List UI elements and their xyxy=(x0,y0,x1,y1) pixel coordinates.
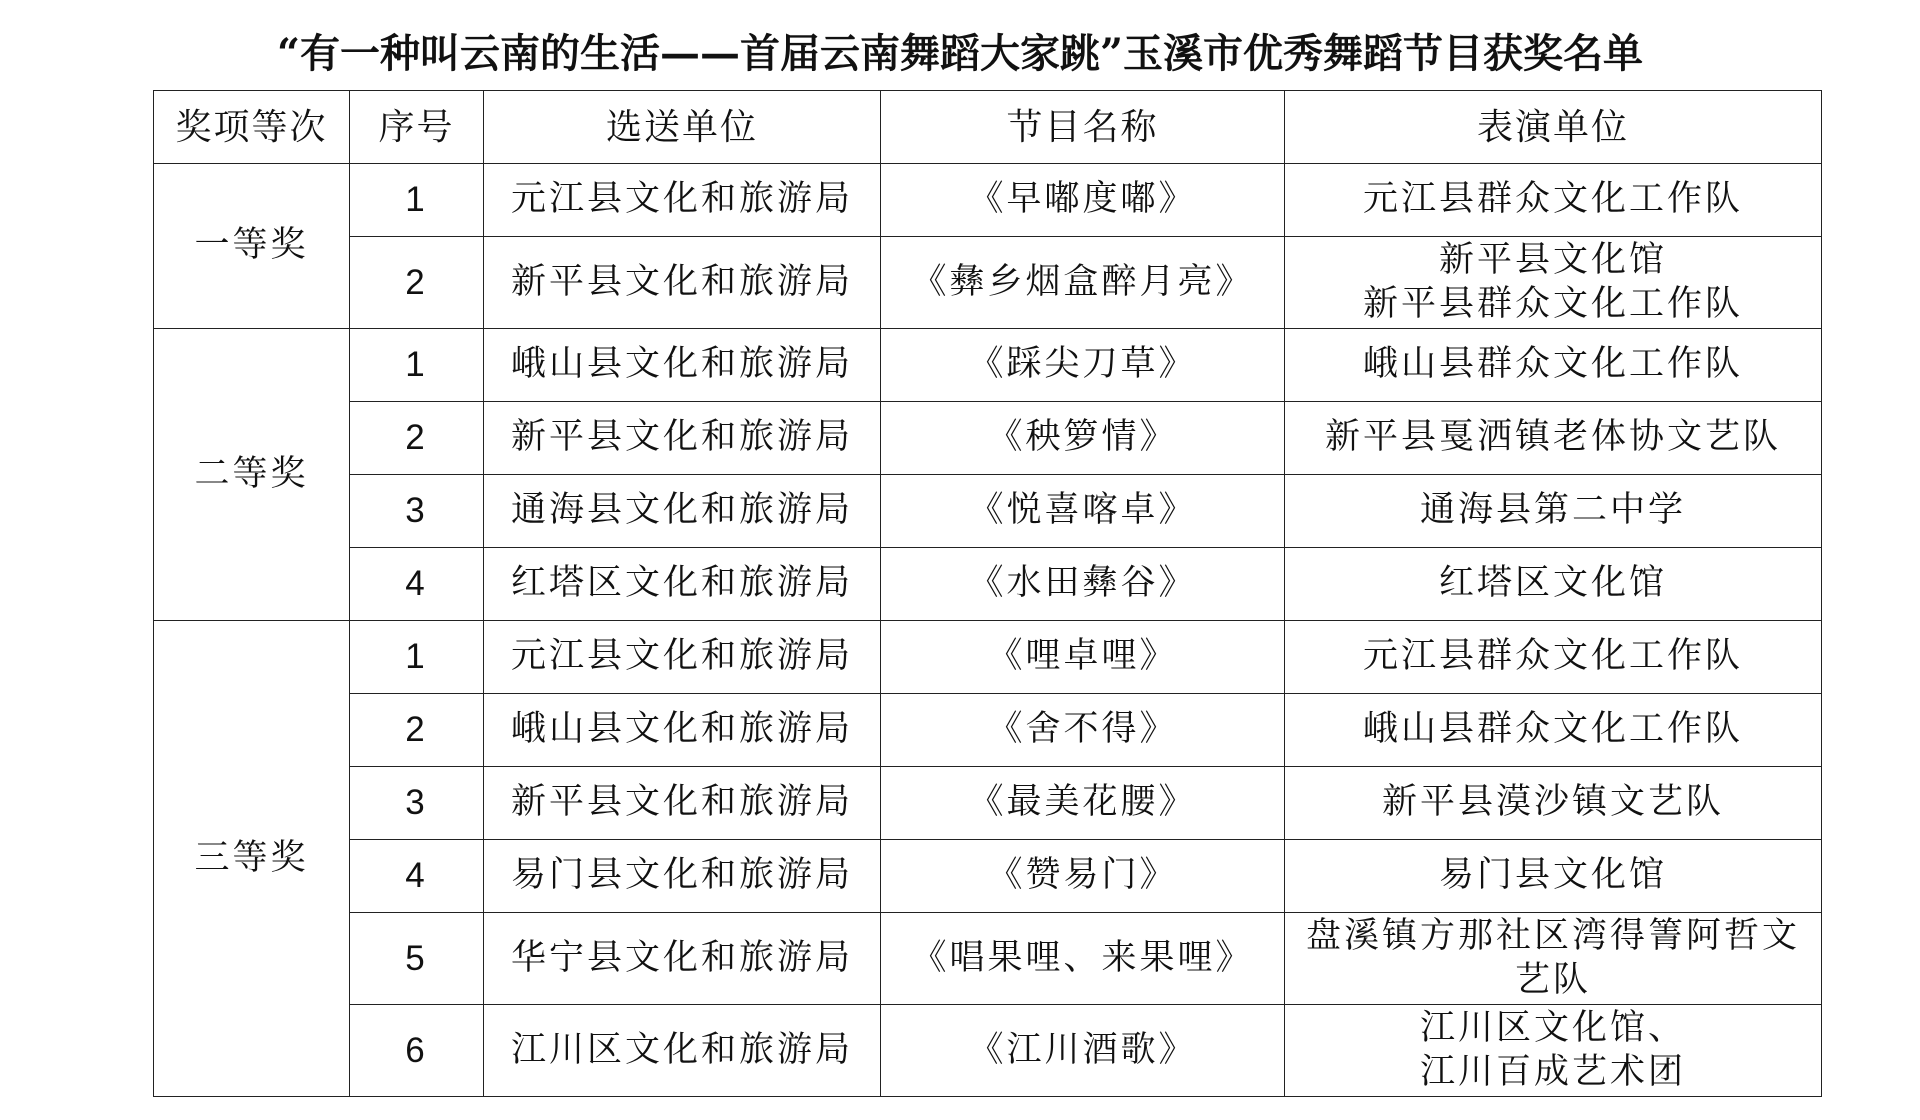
performing-unit-line: 峨山县群众文化工作队 xyxy=(1362,709,1743,750)
performing-unit-line: 易门县文化馆 xyxy=(1438,855,1667,896)
performing-unit xyxy=(1285,840,1822,913)
table-row xyxy=(154,694,1822,767)
performing-unit-line: 盘溪镇方那社区湾得箐阿哲文 xyxy=(1305,915,1800,956)
submitting-unit: 易门县文化和旅游局 xyxy=(484,840,881,913)
performing-unit xyxy=(1285,767,1822,840)
table-row xyxy=(154,548,1822,621)
performing-unit-line: 元江县群众文化工作队 xyxy=(1362,179,1743,220)
header-program-name: 节目名称 xyxy=(881,91,1285,164)
performing-unit-line: 江川区文化馆、 xyxy=(1419,1007,1686,1048)
performing-unit xyxy=(1285,1005,1822,1097)
program-name: 《赞易门》 xyxy=(881,840,1285,913)
row-number: 2 xyxy=(350,237,484,329)
row-number: 4 xyxy=(350,840,484,913)
award-level-third: 三等奖 xyxy=(154,621,350,1097)
document-title: “有一种叫云南的生活——首届云南舞蹈大家跳”玉溪市优秀舞蹈节目获奖名单 xyxy=(276,30,1643,77)
table-row xyxy=(154,164,1822,237)
program-name: 《彝乡烟盒醉月亮》 xyxy=(881,237,1285,329)
performing-unit-line: 新平县文化馆 xyxy=(1438,239,1667,280)
performing-unit-line: 峨山县群众文化工作队 xyxy=(1362,344,1743,385)
row-number: 1 xyxy=(350,164,484,237)
program-name: 《江川酒歌》 xyxy=(881,1005,1285,1097)
performing-unit xyxy=(1285,621,1822,694)
row-number: 2 xyxy=(350,402,484,475)
row-number: 1 xyxy=(350,329,484,402)
submitting-unit: 元江县文化和旅游局 xyxy=(484,164,881,237)
performing-unit xyxy=(1285,329,1822,402)
submitting-unit: 江川区文化和旅游局 xyxy=(484,1005,881,1097)
award-level-second: 二等奖 xyxy=(154,329,350,621)
performing-unit xyxy=(1285,237,1822,329)
performing-unit xyxy=(1285,913,1822,1005)
table-row xyxy=(154,767,1822,840)
program-name: 《悦喜喀卓》 xyxy=(881,475,1285,548)
performing-unit-line: 红塔区文化馆 xyxy=(1438,563,1667,604)
performing-unit-line: 元江县群众文化工作队 xyxy=(1362,636,1743,677)
table-row xyxy=(154,237,1822,329)
program-name: 《舍不得》 xyxy=(881,694,1285,767)
award-level-first: 一等奖 xyxy=(154,164,350,329)
submitting-unit: 元江县文化和旅游局 xyxy=(484,621,881,694)
performing-unit xyxy=(1285,402,1822,475)
submitting-unit: 通海县文化和旅游局 xyxy=(484,475,881,548)
performing-unit-line: 江川百成艺术团 xyxy=(1419,1051,1686,1092)
performing-unit-line: 艺队 xyxy=(1514,959,1591,1000)
table-row xyxy=(154,913,1822,1005)
awards-table xyxy=(153,90,1822,1097)
row-number: 6 xyxy=(350,1005,484,1097)
performing-unit xyxy=(1285,475,1822,548)
table-row xyxy=(154,475,1822,548)
submitting-unit: 新平县文化和旅游局 xyxy=(484,402,881,475)
submitting-unit: 红塔区文化和旅游局 xyxy=(484,548,881,621)
submitting-unit: 峨山县文化和旅游局 xyxy=(484,329,881,402)
table-row xyxy=(154,402,1822,475)
performing-unit xyxy=(1285,164,1822,237)
program-name: 《踩尖刀草》 xyxy=(881,329,1285,402)
row-number: 3 xyxy=(350,767,484,840)
performing-unit xyxy=(1285,694,1822,767)
row-number: 1 xyxy=(350,621,484,694)
program-name: 《水田彝谷》 xyxy=(881,548,1285,621)
program-name: 《哩卓哩》 xyxy=(881,621,1285,694)
header-performing-unit: 表演单位 xyxy=(1285,91,1822,164)
row-number: 4 xyxy=(350,548,484,621)
submitting-unit: 华宁县文化和旅游局 xyxy=(484,913,881,1005)
table-row xyxy=(154,329,1822,402)
program-name: 《唱果哩、来果哩》 xyxy=(881,913,1285,1005)
performing-unit-line: 新平县群众文化工作队 xyxy=(1362,283,1743,324)
header-number: 序号 xyxy=(350,91,484,164)
performing-unit-line: 新平县戛洒镇老体协文艺队 xyxy=(1324,417,1781,458)
performing-unit-line: 新平县漠沙镇文艺队 xyxy=(1381,782,1724,823)
submitting-unit: 新平县文化和旅游局 xyxy=(484,767,881,840)
performing-unit xyxy=(1285,548,1822,621)
performing-unit-line: 通海县第二中学 xyxy=(1419,490,1686,531)
table-row xyxy=(154,1005,1822,1097)
row-number: 5 xyxy=(350,913,484,1005)
table-row xyxy=(154,621,1822,694)
program-name: 《秧箩情》 xyxy=(881,402,1285,475)
header-award-level: 奖项等次 xyxy=(154,91,350,164)
table-header-row xyxy=(154,91,1822,164)
row-number: 2 xyxy=(350,694,484,767)
program-name: 《早嘟度嘟》 xyxy=(881,164,1285,237)
row-number: 3 xyxy=(350,475,484,548)
table-row xyxy=(154,840,1822,913)
header-submitting-unit: 选送单位 xyxy=(484,91,881,164)
submitting-unit: 峨山县文化和旅游局 xyxy=(484,694,881,767)
program-name: 《最美花腰》 xyxy=(881,767,1285,840)
submitting-unit: 新平县文化和旅游局 xyxy=(484,237,881,329)
